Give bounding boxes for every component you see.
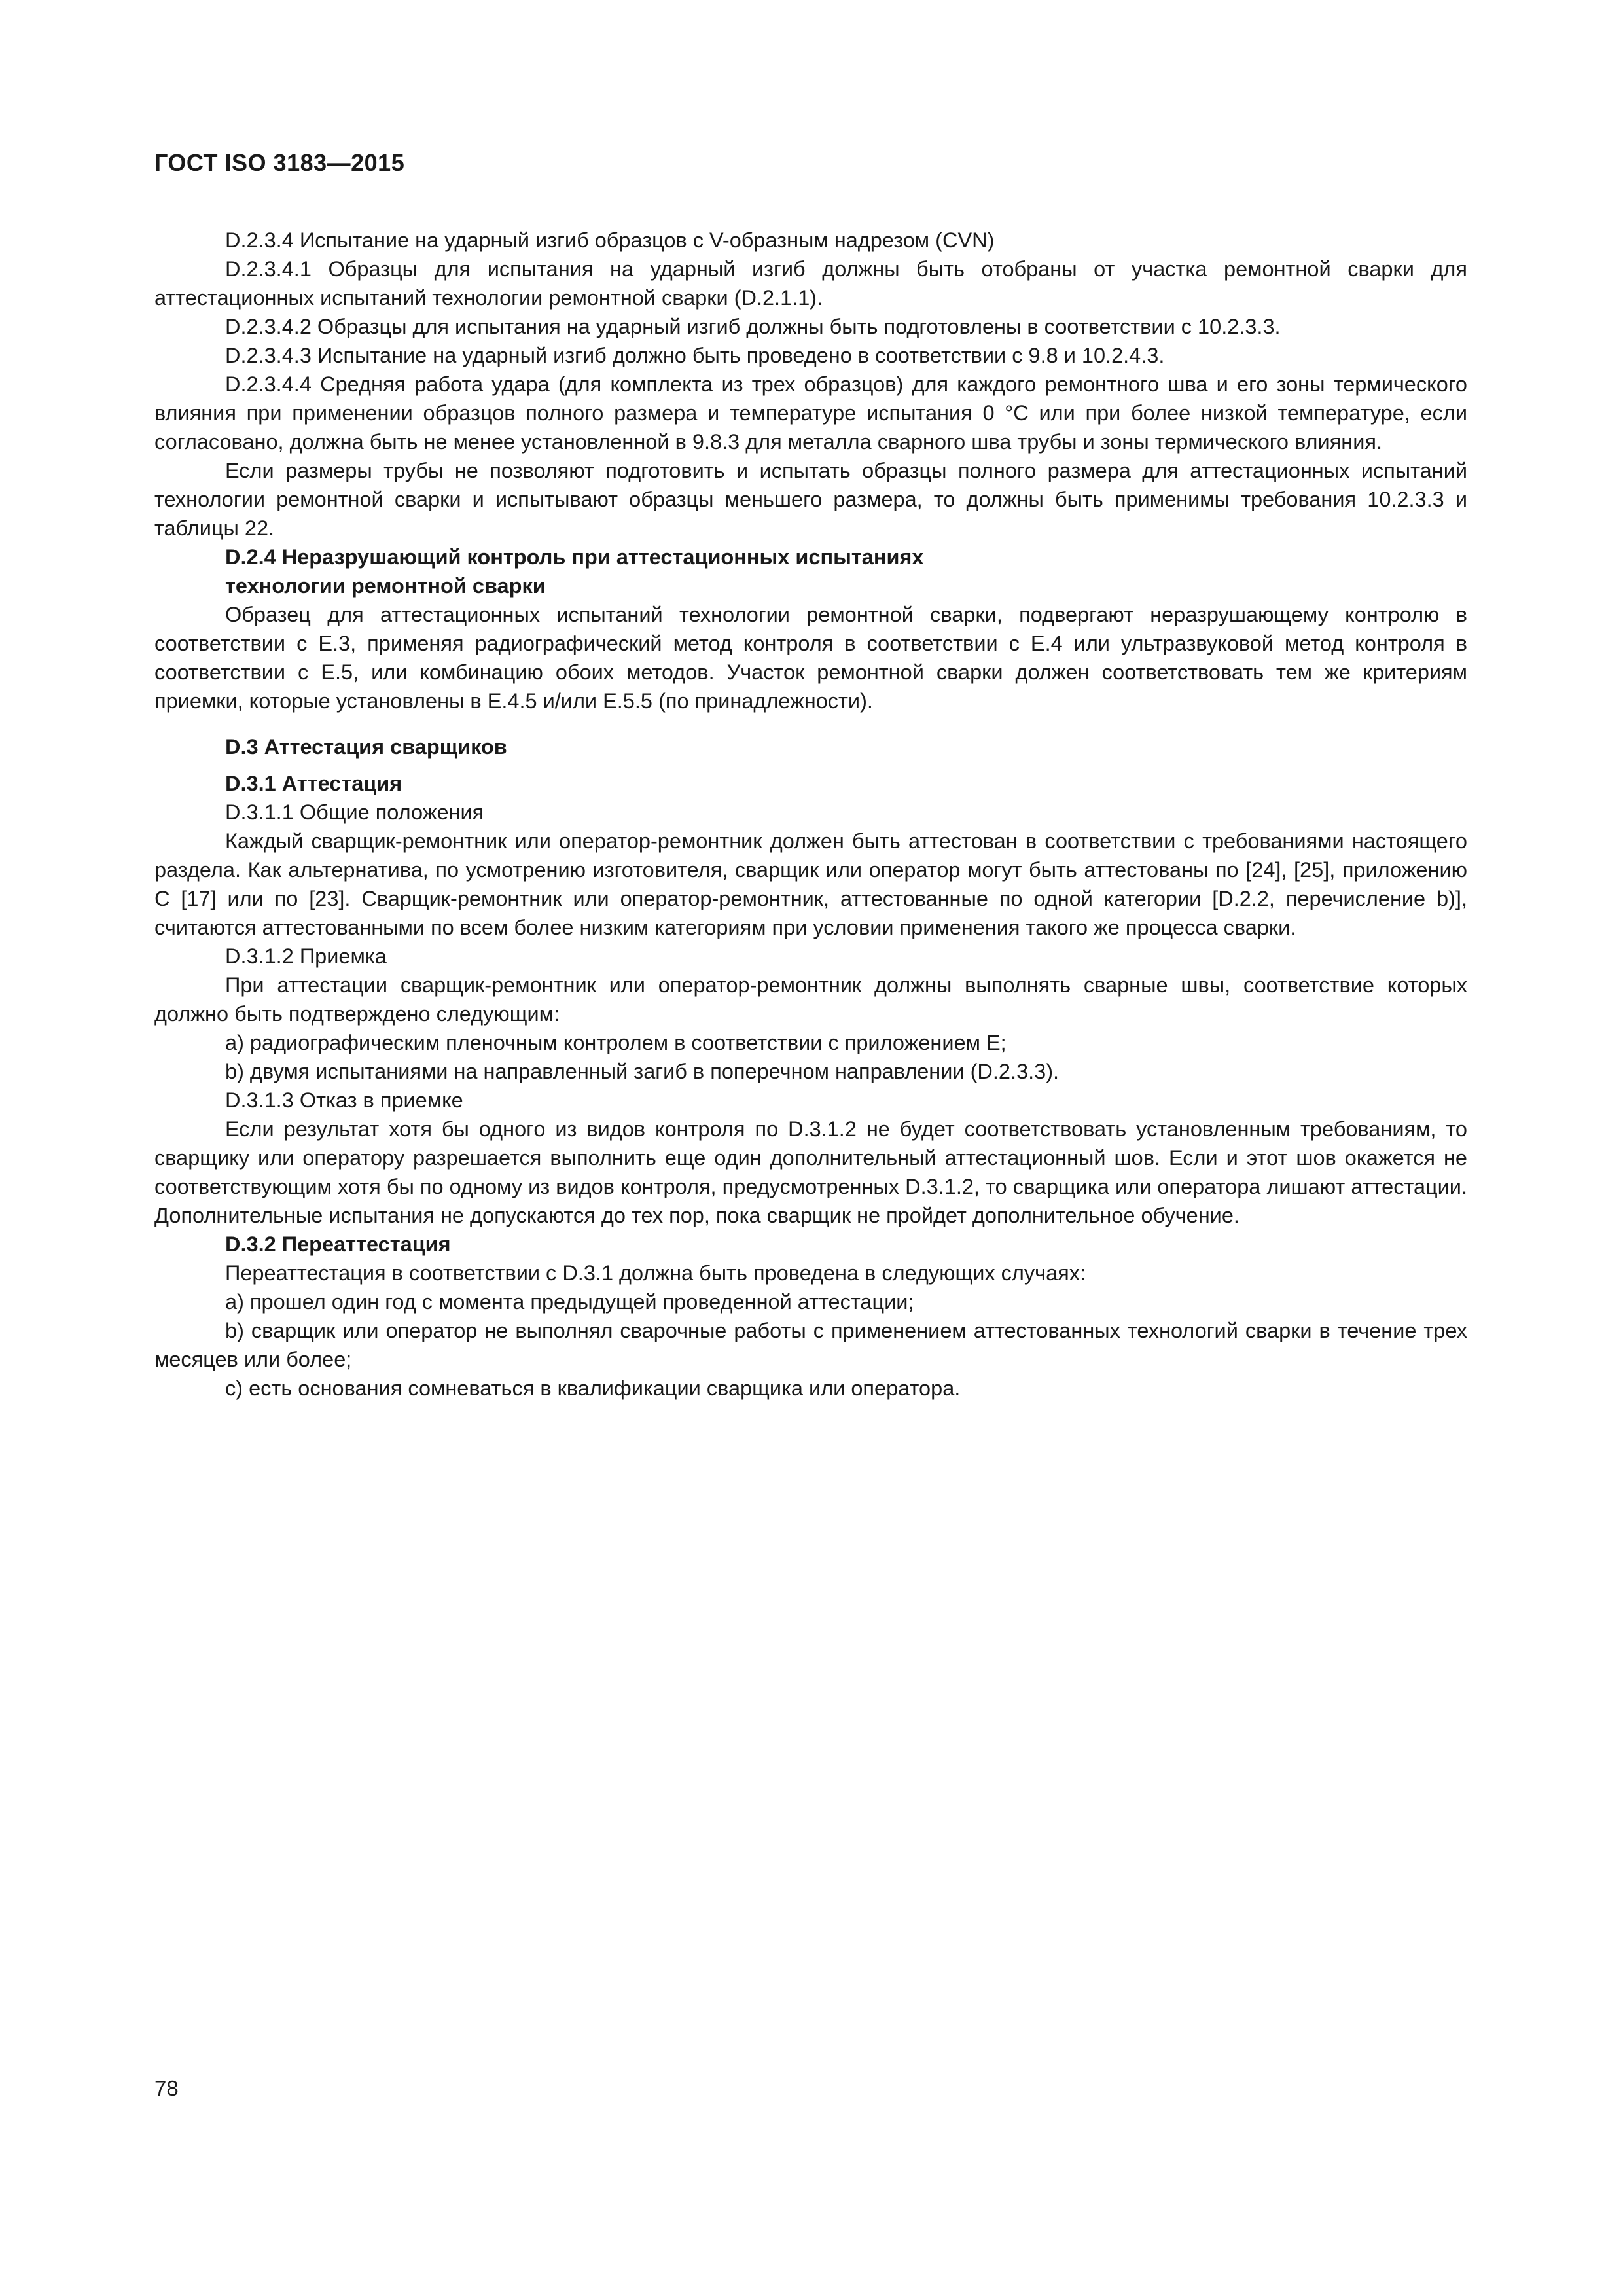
list-item-d3-2-c: с) есть основания сомневаться в квалификации сварщика или оператора. [225,1376,961,1400]
clause-d3-1-3-text: Если результат хотя бы одного из видов контроля по D.3.1.2 не будет соответствовать установленным требованиям, то сварщику или оператору разрешается выполнить еще один дополнительный аттестационный шов. Если и этот шов окажется не соответствующим хотя бы по одному из видов контроля, предусмотренных D.3.1.2, то сварщика или оператора лишают аттестации. Дополнительные испытания не допускаются до тех пор, пока сварщик не пройдет дополнительное обучение. [154,1117,1467,1227]
heading-d3-1: D.3.1 Аттестация [225,772,402,795]
page-number: 78 [154,2076,179,2100]
list-item-d3-2-a: а) прошел один год с момента предыдущей проведенной аттестации; [225,1290,914,1314]
clause-d2-4-text: Образец для аттестационных испытаний технологии ремонтной сварки, подвергают неразрушающему контролю в соответствии с Е.3, применяя радиографический метод контроля в соответствии с Е.4 или ультразвуковой метод контроля в соответствии с Е.5, или комбинацию обоих методов. Участок ремонтной сварки должен соответствовать тем же критериям приемки, которые установлены в Е.4.5 и/или Е.5.5 (по принадлежности). [154,603,1467,713]
clause-d2-3-4-title: D.2.3.4 Испытание на ударный изгиб образцов с V-образным надрезом (CVN) [225,228,995,252]
list-item-d3-2-b: b) сварщик или оператор не выполнял сварочные работы с применением аттестованных технологий сварки в течение трех месяцев или более; [154,1319,1467,1371]
clause-d3-1-3-title: D.3.1.3 Отказ в приемке [225,1088,463,1112]
clause-d2-3-4-4: D.2.3.4.4 Средняя работа удара (для комплекта из трех образцов) для каждого ремонтного шва и его зоны термического влияния при применении образцов полного размера и температуре испытания 0 °С или при более низкой температуре, если согласовано, должна быть не менее установленной в 9.8.3 для металла сварного шва трубы и зоны термического влияния. [154,372,1467,454]
clause-d2-3-4-2: D.2.3.4.2 Образцы для испытания на ударный изгиб должны быть подготовлены в соответствии с 10.2.3.3. [225,315,1281,338]
list-item-d3-1-2-a: а) радиографическим пленочным контролем в соответствии с приложением Е; [225,1031,1007,1054]
list-item-d3-1-2-b: b) двумя испытаниями на направленный загиб в поперечном направлении (D.2.3.3). [225,1060,1060,1083]
clause-d3-1-1-title: D.3.1.1 Общие положения [225,800,484,824]
heading-d3-2: D.3.2 Переаттестация [225,1232,451,1256]
clause-d2-3-4-size-note: Если размеры трубы не позволяют подготовить и испытать образцы полного размера для аттестационных испытаний технологии ремонтной сварки и испытывают образцы меньшего размера, то должны быть применимы требования 10.2.3.3 и таблицы 22. [154,459,1467,540]
document-header: ГОСТ ISO 3183—2015 [154,149,405,176]
clause-d3-1-1-text: Каждый сварщик-ремонтник или оператор-ремонтник должен быть аттестован в соответствии с требованиями настоящего раздела. Как альтернатива, по усмотрению изготовителя, сварщик или оператор могут быть аттестованы по [24], [25], приложению С [17] или по [23]. Сварщик-ремонтник или оператор-ремонтник, аттестованные по одной категории [D.2.2, перечисление b)], считаются аттестованными по всем более низким категориям при условии применения такого же процесса сварки. [154,829,1467,939]
heading-d2-4-line1: D.2.4 Неразрушающий контроль при аттестационных испытаниях [225,545,924,569]
clause-d2-3-4-1: D.2.3.4.1 Образцы для испытания на ударный изгиб должны быть отобраны от участка ремонтной сварки для аттестационных испытаний технологии ремонтной сварки (D.2.1.1). [154,257,1467,310]
heading-d2-4-line2: технологии ремонтной сварки [225,574,546,598]
heading-d3: D.3 Аттестация сварщиков [225,735,507,759]
document-body [154,226,1467,1403]
clause-d3-1-2-title: D.3.1.2 Приемка [225,944,387,968]
clause-d3-2-intro: Переаттестация в соответствии с D.3.1 должна быть проведена в следующих случаях: [225,1261,1086,1285]
clause-d2-3-4-3: D.2.3.4.3 Испытание на ударный изгиб должно быть проведено в соответствии с 9.8 и 10.2.4.3. [225,344,1165,367]
clause-d3-1-2-text: При аттестации сварщик-ремонтник или оператор-ремонтник должны выполнять сварные швы, соответствие которых должно быть подтверждено следующим: [154,973,1467,1026]
